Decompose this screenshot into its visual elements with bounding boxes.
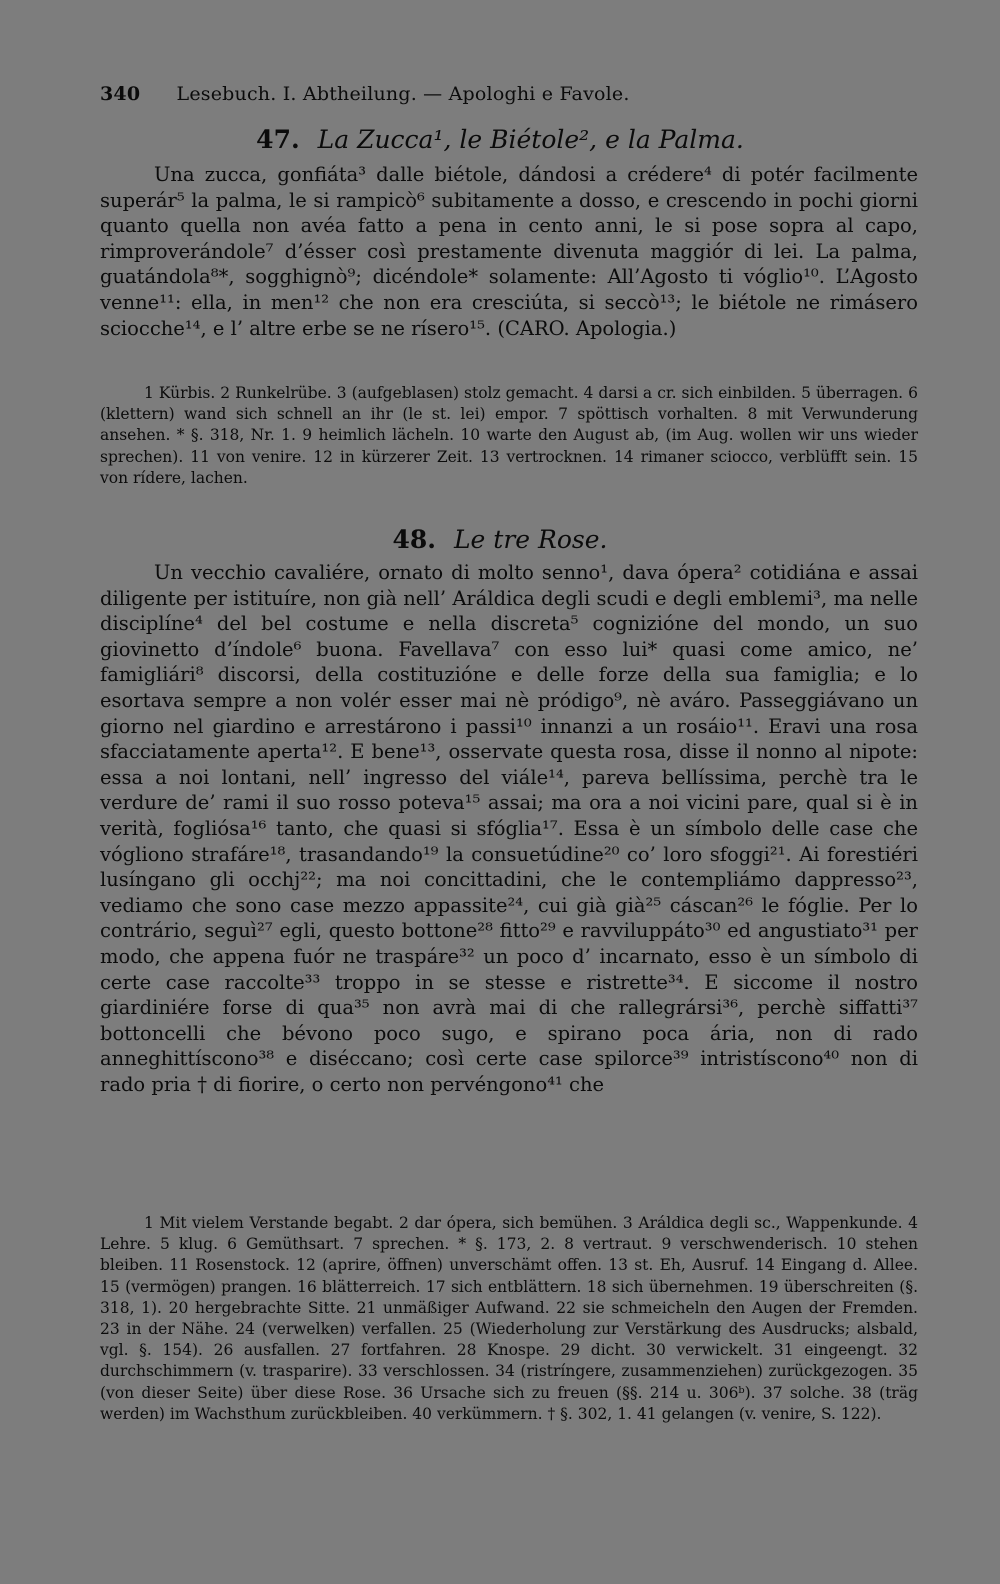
page-number: 340 — [100, 83, 141, 105]
running-head — [100, 83, 920, 105]
fable-47-title: La Zucca¹, le Biétole², e la Palma. — [317, 125, 744, 154]
fable-48-footnotes: 1 Mit vielem Verstande begabt. 2 dar ópera, sich bemühen. 3 Aráldica degli sc., Wappenkunde. 4 Lehre. 5 klug. 6 Gemüthsart. 7 sprechen. * §. 173, 2. 8 vertraut. 9 verschwenderisch. 10 stehen bleiben. 11 Rosenstock. 12 (aprire, öffnen) unverschämt offen. 13 st. Eh, Ausruf. 14 Eingang d. Allee. 15 (vermögen) prangen. 16 blätterreich. 17 sich entblättern. 18 sich übernehmen. 19 überschreiten (§. 318, 1). 20 hergebrachte Sitte. 21 unmäßiger Aufwand. 22 sie schmeicheln den Augen der Fremden. 23 in der Nähe. 24 (verwelken) verfallen. 25 (Wiederholung zur Verstärkung des Ausdrucks; alsbald, vgl. §. 154). 26 ausfallen. 27 fortfahren. 28 Knospe. 29 dicht. 30 verwickelt. 31 eingeengt. 32 durchschimmern (v. trasparire). 33 verschlossen. 34 (ristríngere, zusammenziehen) zurückgezogen. 35 (von dieser Seite) über diese Rose. 36 Ursache sich zu freuen (§§. 214 u. 306ᵇ). 37 solche. 38 (träg werden) im Wachsthum zurückbleiben. 40 verkümmern. † §. 302, 1. 41 gelangen (v. venire, S. 122). — [100, 1214, 918, 1423]
running-title: Lesebuch. I. Abtheilung. — Apologhi e Favole. — [176, 83, 630, 105]
fable-48-heading — [0, 525, 1000, 554]
fable-47-number: 47. — [256, 125, 300, 154]
fable-48-text: Un vecchio cavaliére, ornato di molto senno¹, dava ópera² cotidiána e assai diligente per istituíre, non già nell’ Aráldica degli scudi e degli emblemi³, ma nelle disciplíne⁴ del bel costume e nella discreta⁵ cognizióne del mondo, un suo giovinetto d’índole⁶ buona. Favellava⁷ con esso lui* quasi come amico, ne’ famigliári⁸ discorsi, della costituzióne e delle forze della sua famiglia; e lo esortava sempre a non volér esser mai nè pródigo⁹, nè aváro. Passeggiávano un giorno nel giardino e arrestárono i passi¹⁰ innanzi a un rosáio¹¹. Eravi una rosa sfacciatamente aperta¹². E bene¹³, osservate questa rosa, disse il nonno al nipote: essa a noi lontani, nell’ ingresso del viále¹⁴, pareva bellíssima, perchè tra le verdure de’ rami il suo rosso poteva¹⁵ assai; ma ora a noi vicini pare, qual si è in verità, fogliósa¹⁶ tanto, che quasi si sfóglia¹⁷. Essa è un símbolo delle case che vógliono strafáre¹⁸, trasandando¹⁹ la consuetúdine²⁰ co’ loro sfoggi²¹. Ai forestiéri lusíngano gli occhj²²; ma noi concittadini, che le contempliámo dappresso²³, vediamo che sono case mezzo appassite²⁴, cui già già²⁵ cáscan²⁶ le fóglie. Per lo contrário, seguì²⁷ egli, questo bottone²⁸ fitto²⁹ e ravviluppáto³⁰ ed angustiato³¹ per modo, che appena fuór ne traspáre³² un poco d’ incarnato, esso è un símbolo di certe case raccolte³³ troppo in se stesse e ristrette³⁴. E siccome il nostro giardiniére forse di qua³⁵ non avrà mai di che rallegrársi³⁶, perchè siffatti³⁷ bottoncelli che bévono poco sugo, e spirano poca ária, non di rado anneghittíscono³⁸ e diséccano; così certe case spilorce³⁹ intristíscono⁴⁰ non di rado pria † di fiorire, o certo non pervéngono⁴¹ che — [100, 561, 918, 1096]
fable-48-number: 48. — [392, 525, 436, 554]
fable-47-text: Una zucca, gonfiáta³ dalle biétole, dándosi a crédere⁴ di potér facilmente superár⁵ la palma, le si rampicò⁶ subitamente a dosso, e crescendo in pochi giorni quanto quella non avéa fatto a pena in cento anni, le si pose sopra al capo, rimproverándole⁷ d’ésser così prestamente divenuta maggiór di lei. La palma, guatándola⁸*, sogghignò⁹; dicéndole* solamente: All’Agosto ti vóglio¹⁰. L’Agosto venne¹¹: ella, in men¹² che non era cresciúta, si seccò¹³; le biétole ne rimásero sciocche¹⁴, e l’ altre erbe se ne rísero¹⁵. (CARO. Apologia.) — [100, 163, 918, 340]
fable-47-footnotes: 1 Kürbis. 2 Runkelrübe. 3 (aufgeblasen) stolz gemacht. 4 darsi a cr. sich einbilden. 5 überragen. 6 (klettern) wand sich schnell an ihr (le st. lei) empor. 7 spöttisch vorhalten. 8 mit Verwunderung ansehen. * §. 318, Nr. 1. 9 heimlich lächeln. 10 warte den August ab, (im Aug. wollen wir uns wieder sprechen). 11 von venire. 12 in kürzerer Zeit. 13 vertrocknen. 14 rimaner sciocco, verblüfft sein. 15 von rídere, lachen. — [100, 384, 918, 487]
fable-47-heading — [0, 125, 1000, 154]
fable-48-title: Le tre Rose. — [453, 525, 608, 554]
